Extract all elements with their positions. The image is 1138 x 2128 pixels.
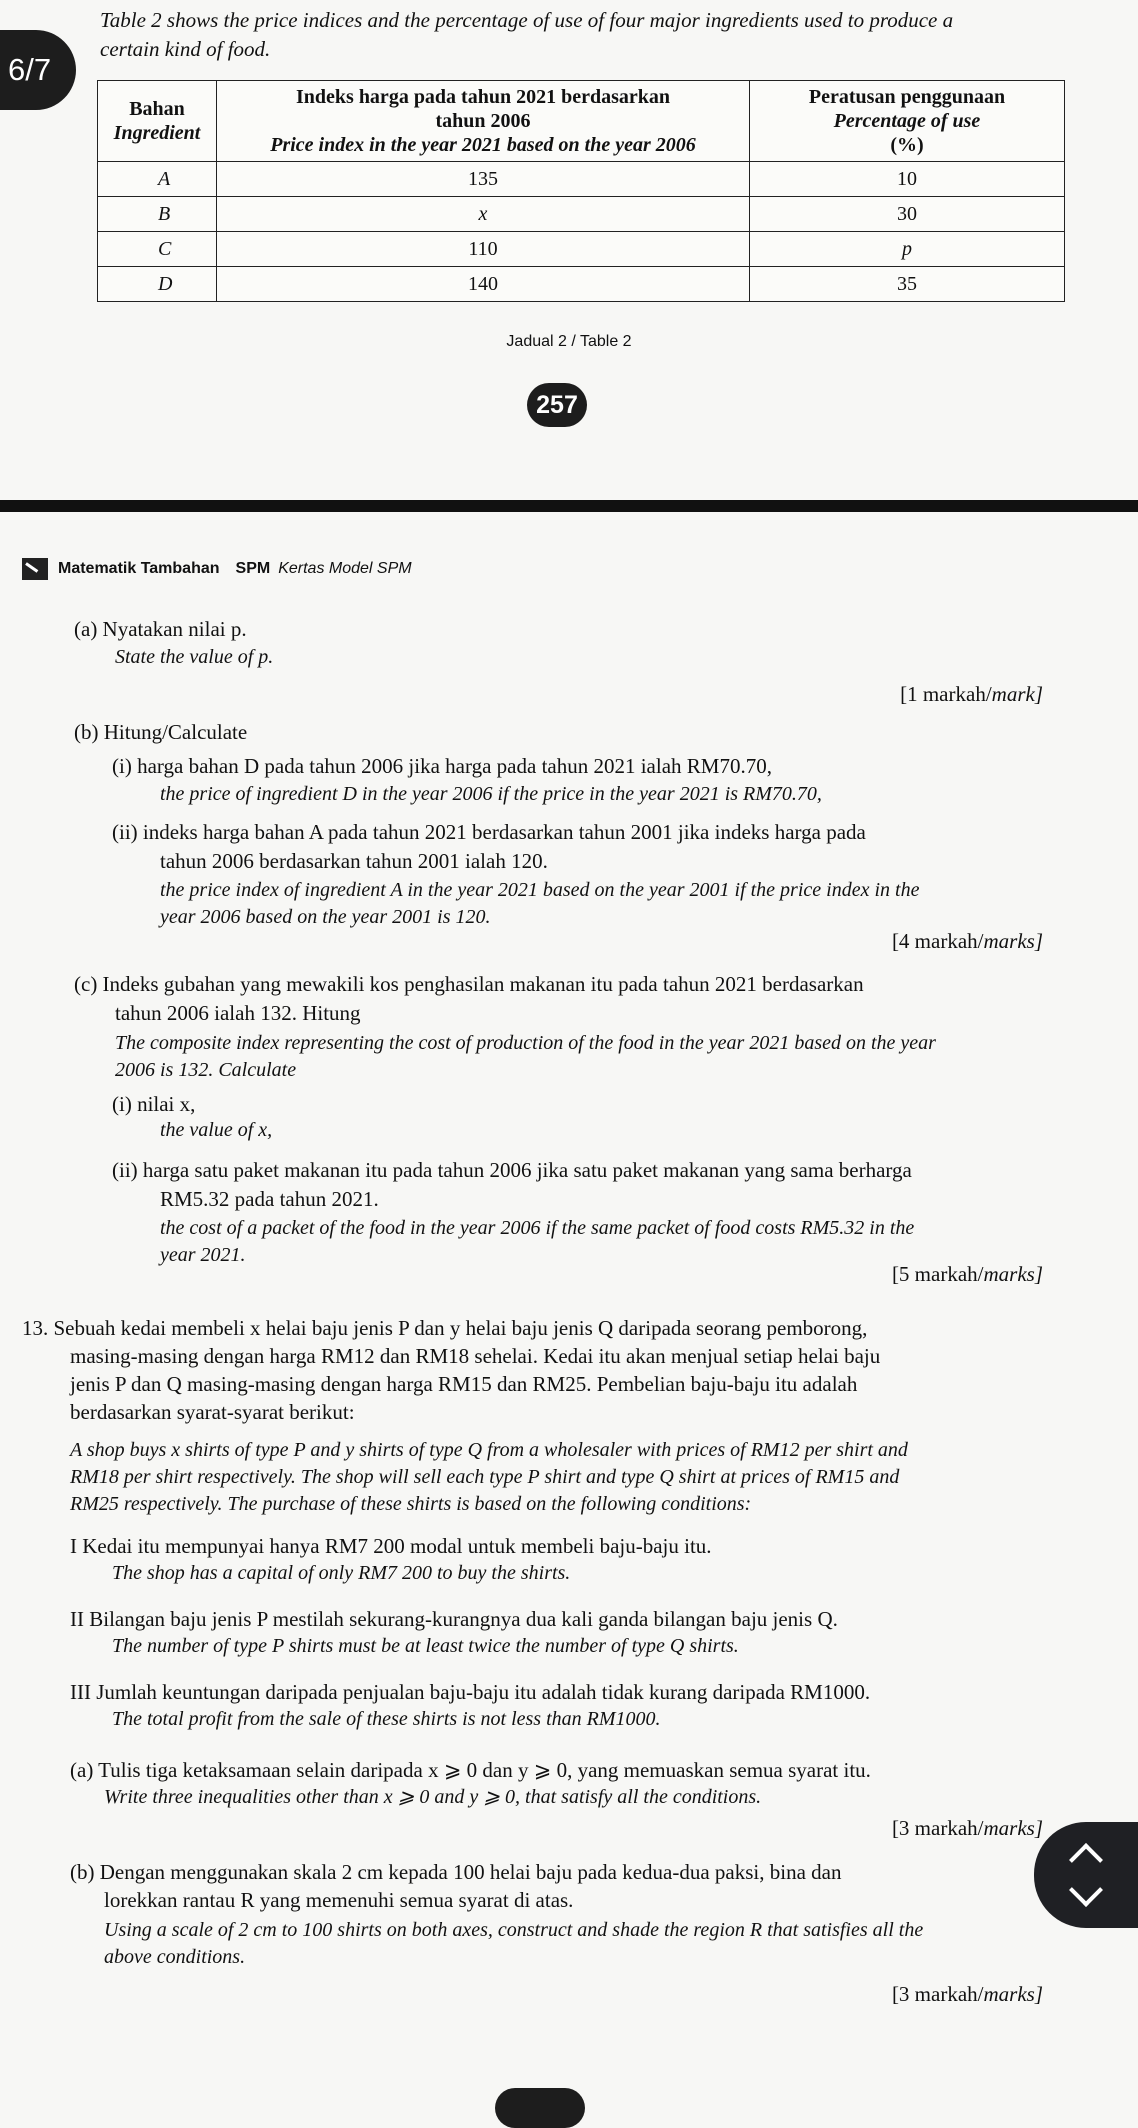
question-b: (b) Hitung/Calculate <box>74 720 248 744</box>
question-13-en-l1: A shop buys x shirts of type P and y shirts of type Q from a wholesaler with prices of RM12 per shirt and <box>70 1439 908 1461</box>
ingredients-table <box>97 80 1065 302</box>
question-13-l3: jenis P dan Q masing-masing dengan harga RM15 dan RM25. Pembelian baju-baju itu adalah <box>70 1372 858 1396</box>
question-b-ii-en: the price index of ingredient A in the year 2021 based on the year 2001 if the price index in the <box>160 879 920 901</box>
condition-III-en: The total profit from the sale of these shirts is not less than RM1000. <box>112 1708 661 1730</box>
cell-index: 140 <box>217 267 750 302</box>
marks-label: [3 markah/marks] <box>891 1816 1043 1840</box>
marks-label: [5 markah/marks] <box>891 1262 1043 1286</box>
question-13b: (b) Dengan menggunakan skala 2 cm kepada 100 helai baju pada kedua-dua paksi, bina dan <box>70 1860 842 1884</box>
question-b-i-en: the price of ingredient D in the year 2006 if the price in the year 2021 is RM70.70, <box>160 783 822 805</box>
condition-I: I Kedai itu mempunyai hanya RM7 200 modal untuk membeli baju-baju itu. <box>70 1534 712 1558</box>
question-13-en-l3: RM25 respectively. The purchase of these shirts is based on the following conditions: <box>70 1493 752 1515</box>
question-b-i: (i) harga bahan D pada tahun 2006 jika harga pada tahun 2021 ialah RM70.70, <box>112 754 772 778</box>
cell-ingredient: A <box>98 162 217 197</box>
question-c-ii-en-cont: year 2021. <box>160 1244 246 1266</box>
question-13: 13. Sebuah kedai membeli x helai baju jenis P dan y helai baju jenis Q daripada seorang pemborong, <box>22 1316 868 1340</box>
table-row <box>98 162 1065 197</box>
question-c-ii-en: the cost of a packet of the food in the year 2006 if the same packet of food costs RM5.32 in the <box>160 1217 915 1239</box>
page-number-badge: 257 <box>527 383 587 427</box>
question-c-en-cont: 2006 is 132. Calculate <box>115 1059 297 1081</box>
cell-ingredient: C <box>98 232 217 267</box>
page-badge: 6/7 <box>0 30 76 110</box>
marks-label: [4 markah/marks] <box>891 929 1043 953</box>
condition-III: III Jumlah keuntungan daripada penjualan baju-baju itu adalah tidak kurang daripada RM1000. <box>70 1680 871 1704</box>
cell-index: x <box>217 197 750 232</box>
marks-label: [3 markah/marks] <box>891 1982 1043 2006</box>
question-c-i: (i) nilai x, <box>112 1092 196 1116</box>
question-c-en: The composite index representing the cost of production of the food in the year 2021 based on the year <box>115 1032 936 1054</box>
question-c: (c) Indeks gubahan yang mewakili kos penghasilan makanan itu pada tahun 2021 berdasarkan <box>74 972 864 996</box>
header-ingredient: Bahan Ingredient <box>98 81 217 162</box>
question-13a: (a) Tulis tiga ketaksamaan selain daripada x ⩾ 0 dan y ⩾ 0, yang memuaskan semua syarat itu. <box>70 1758 871 1782</box>
next-page-number-badge <box>495 2088 585 2128</box>
chevron-up-icon[interactable] <box>1069 1843 1103 1877</box>
question-13a-en: Write three inequalities other than x ⩾ 0 and y ⩾ 0, that satisfy all the conditions. <box>104 1786 762 1808</box>
question-13-l4: berdasarkan syarat-syarat berikut: <box>70 1400 355 1424</box>
book-logo-icon <box>22 558 48 580</box>
question-c-cont: tahun 2006 ialah 132. Hitung <box>115 1001 361 1025</box>
condition-II-en: The number of type P shirts must be at least twice the number of type Q shirts. <box>112 1635 739 1657</box>
question-b-ii-cont: tahun 2006 berdasarkan tahun 2001 ialah 120. <box>160 849 548 873</box>
page-navigation <box>1034 1822 1138 1928</box>
condition-II: II Bilangan baju jenis P mestilah sekurang-kurangnya dua kali ganda bilangan baju jenis Q. <box>70 1607 838 1631</box>
cell-ingredient: B <box>98 197 217 232</box>
page-divider <box>0 500 1138 512</box>
header-percentage: Peratusan penggunaan Percentage of use (%) <box>750 81 1065 162</box>
question-13b-cont: lorekkan rantau R yang memenuhi semua syarat di atas. <box>104 1888 574 1912</box>
previous-page <box>0 0 1138 500</box>
question-13b-en: Using a scale of 2 cm to 100 shirts on both axes, construct and shade the region R that satisfies all the <box>104 1919 924 1941</box>
question-13-l2: masing-masing dengan harga RM12 dan RM18 sehelai. Kedai itu akan menjual setiap helai baju <box>70 1344 881 1368</box>
cell-percentage: 10 <box>750 162 1065 197</box>
question-b-ii-en-cont: year 2006 based on the year 2001 is 120. <box>160 906 491 928</box>
cell-percentage: 35 <box>750 267 1065 302</box>
question-c-ii: (ii) harga satu paket makanan itu pada tahun 2006 jika satu paket makanan yang sama berharga <box>112 1158 912 1182</box>
question-c-ii-cont: RM5.32 pada tahun 2021. <box>160 1187 379 1211</box>
question-a-en: State the value of p. <box>115 646 274 668</box>
question-13b-en-cont: above conditions. <box>104 1946 246 1968</box>
cell-index: 135 <box>217 162 750 197</box>
cell-percentage: p <box>750 232 1065 267</box>
question-a: (a) Nyatakan nilai p. <box>74 617 247 641</box>
table-row <box>98 197 1065 232</box>
cell-index: 110 <box>217 232 750 267</box>
running-header: Matematik Tambahan SPM Kertas Model SPM <box>22 558 412 580</box>
cell-ingredient: D <box>98 267 217 302</box>
table-caption: Jadual 2 / Table 2 <box>506 333 632 350</box>
table-intro: Table 2 shows the price indices and the percentage of use of four major ingredients used to produce a certain kind of food. <box>100 8 954 61</box>
table-row <box>98 267 1065 302</box>
marks-label: [1 markah/mark] <box>900 682 1043 706</box>
question-13-en-l2: RM18 per shirt respectively. The shop will sell each type P shirt and type Q shirt at prices of RM15 and <box>70 1466 900 1488</box>
table-header-row <box>98 81 1065 162</box>
question-c-i-en: the value of x, <box>160 1119 273 1141</box>
question-b-ii: (ii) indeks harga bahan A pada tahun 2021 berdasarkan tahun 2001 jika indeks harga pada <box>112 820 866 844</box>
cell-percentage: 30 <box>750 197 1065 232</box>
condition-I-en: The shop has a capital of only RM7 200 to buy the shirts. <box>112 1562 571 1584</box>
header-price-index: Indeks harga pada tahun 2021 berdasarkan tahun 2006 Price index in the year 2021 based on the year 2006 <box>217 81 750 162</box>
table-row <box>98 232 1065 267</box>
chevron-down-icon[interactable] <box>1069 1873 1103 1907</box>
